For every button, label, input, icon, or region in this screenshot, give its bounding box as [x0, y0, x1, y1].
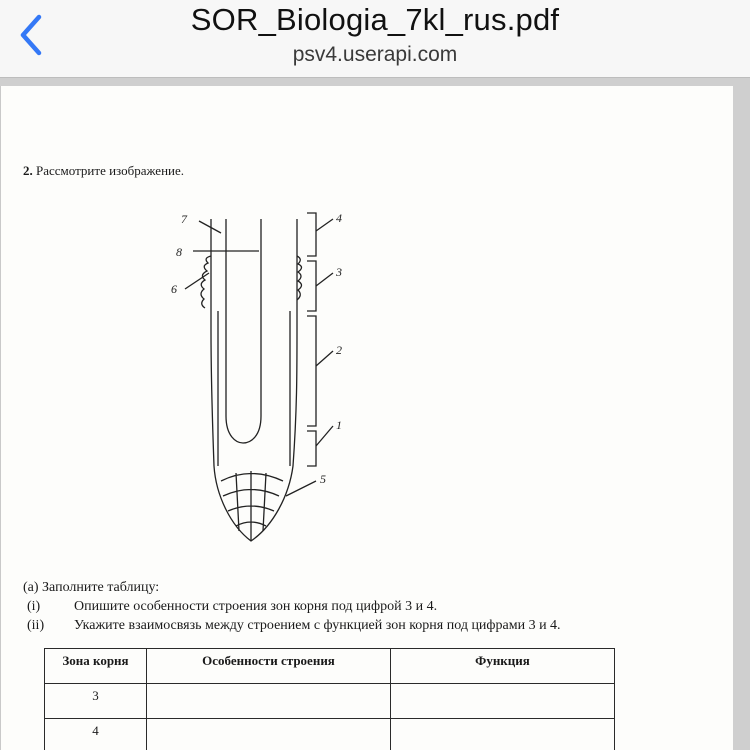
navigation-bar — [0, 0, 750, 78]
figure-label-5: 5 — [320, 472, 326, 486]
cell-structure — [147, 719, 391, 750]
zone-bracket-4 — [307, 213, 316, 256]
task-heading — [23, 163, 184, 179]
leader-line-4 — [316, 219, 333, 231]
figure-label-6: 6 — [171, 282, 177, 296]
header-function: Функция — [391, 649, 615, 684]
root-inner-cylinder — [226, 219, 261, 443]
figure-label-4: 4 — [336, 211, 342, 225]
list-item-text: Укажите взаимосвязь между строением с функцией зон корня под цифрами 3 и 4. — [74, 618, 561, 633]
table-row — [45, 684, 615, 719]
figure-label-3: 3 — [336, 265, 342, 279]
figure-label-7: 7 — [181, 212, 187, 226]
leader-line-2 — [316, 351, 333, 366]
root-outer-outline — [211, 219, 297, 541]
table-row — [45, 719, 615, 750]
leader-line-5 — [286, 481, 316, 496]
zone-bracket-2 — [307, 316, 316, 426]
task-number: 2. — [23, 163, 33, 178]
figure-label-1: 1 — [336, 418, 342, 432]
leader-line-7 — [199, 221, 221, 233]
figure-label-8: 8 — [176, 245, 182, 259]
cell-zone: 4 — [45, 719, 147, 750]
header-root-zone: Зона корня — [45, 649, 147, 684]
list-item-number: (ii) — [27, 618, 45, 633]
task-text: Рассмотрите изображение. — [36, 163, 185, 178]
header-structure: Особенности строения — [147, 649, 391, 684]
leader-line-1 — [316, 426, 333, 446]
zone-bracket-3 — [307, 261, 316, 311]
cell-function — [391, 719, 615, 750]
list-item-text: Опишите особенности строения зон корня под цифрой 3 и 4. — [74, 599, 438, 614]
part-a-heading: (a) Заполните таблицу: — [23, 580, 160, 595]
cell-function — [391, 684, 615, 719]
document-title: SOR_Biologia_7kl_rus.pdf — [190, 2, 560, 37]
figure-label-2: 2 — [336, 343, 342, 357]
document-source-url: psv4.userapi.com — [292, 43, 458, 66]
root-side-cells — [218, 311, 290, 466]
leader-line-3 — [316, 273, 333, 286]
cell-zone: 3 — [45, 684, 147, 719]
leader-line-6 — [185, 273, 209, 289]
root-structure-figure — [161, 211, 361, 556]
list-item-number: (i) — [27, 599, 41, 614]
root-hairs-left — [201, 256, 211, 308]
answer-table — [44, 648, 615, 750]
list-item-i — [27, 599, 437, 615]
table-header-row — [45, 649, 615, 684]
zone-bracket-1 — [307, 431, 316, 466]
pdf-page[interactable] — [0, 86, 733, 750]
cell-structure — [147, 684, 391, 719]
root-hairs-right — [297, 256, 302, 300]
root-cap-cells — [221, 471, 283, 541]
list-item-ii — [27, 618, 561, 634]
